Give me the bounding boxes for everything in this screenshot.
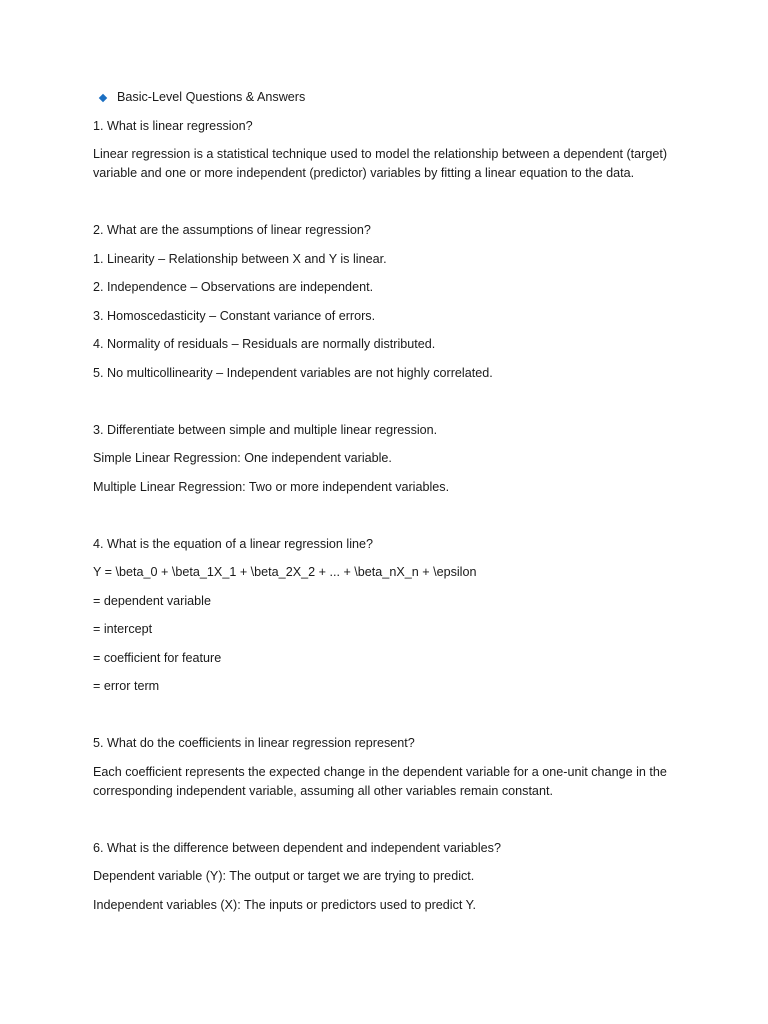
question-1: 1. What is linear regression? (93, 118, 253, 133)
qa-section-1 (93, 117, 683, 184)
diamond-bullet-icon (99, 93, 107, 101)
heading-text: Basic-Level Questions & Answers (117, 90, 306, 104)
question-4: 4. What is the equation of a linear regression line? (93, 536, 374, 551)
section-heading (99, 88, 683, 107)
qa-section-6 (93, 839, 683, 915)
answer-4-line-3: = intercept (93, 622, 153, 636)
answer-2-line-1: 1. Linearity – Relationship between X and Y is linear. (93, 251, 387, 266)
question-2: 2. What are the assumptions of linear regression? (93, 223, 371, 237)
answer-4-line-2: = dependent variable (93, 593, 211, 608)
answer-2-line-4: 4. Normality of residuals – Residuals are normally distributed. (93, 337, 436, 351)
answer-3-line-2: Multiple Linear Regression: Two or more independent variables. (93, 479, 450, 494)
answer-6-line-1: Dependent variable (Y): The output or target we are trying to predict. (93, 869, 475, 883)
qa-section-4 (93, 535, 683, 697)
question-5: 5. What do the coefficients in linear regression represent? (93, 736, 415, 750)
answer-4-line-4: = coefficient for feature (93, 650, 222, 665)
answer-2-line-3: 3. Homoscedasticity – Constant variance of errors. (93, 308, 376, 323)
answer-4-line-5: = error term (93, 679, 160, 693)
answer-6-line-2: Independent variables (X): The inputs or predictors used to predict Y. (93, 897, 476, 912)
qa-section-5 (93, 734, 683, 801)
answer-2-line-2: 2. Independence – Observations are independent. (93, 280, 374, 294)
equation-line: Y = \beta_0 + \beta_1X_1 + \beta_2X_2 + ... + \beta_nX_n + \epsilon (93, 565, 477, 579)
document-page (93, 88, 683, 915)
answer-5-line-1: Each coefficient represents the expected change in the dependent variable for a one-unit change in the corresponding independent variable, assuming all other variables remain constant. (93, 764, 667, 798)
answer-3-line-1: Simple Linear Regression: One independent variable. (93, 451, 392, 465)
question-3: 3. Differentiate between simple and multiple linear regression. (93, 422, 438, 437)
qa-section-3 (93, 421, 683, 497)
qa-section-2 (93, 221, 683, 383)
question-6: 6. What is the difference between dependent and independent variables? (93, 840, 501, 855)
answer-1-line-1: Linear regression is a statistical technique used to model the relationship between a dependent (target) variable and one or more independent (predictor) variables by fitting a linear equation to the data. (93, 147, 668, 180)
answer-2-line-5: 5. No multicollinearity – Independent variables are not highly correlated. (93, 365, 493, 380)
